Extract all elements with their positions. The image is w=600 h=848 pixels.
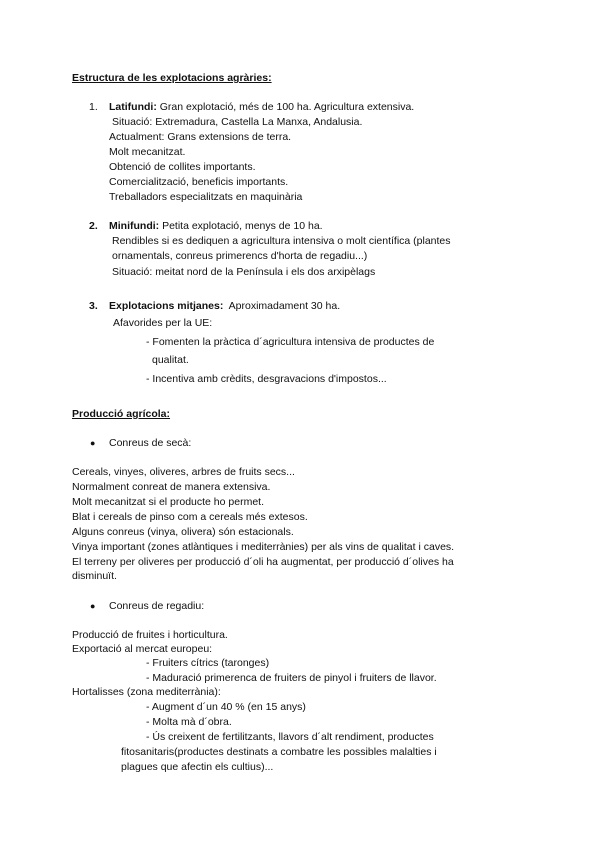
latifundi-detail: Molt mecanitzat. [109, 146, 186, 158]
bullet-icon: ● [90, 438, 96, 448]
secano-label: Conreus de secà: [109, 437, 192, 449]
secano-line: Alguns conreus (vinya, olivera) són estacionals. [72, 526, 294, 538]
secano-line: Molt mecanitzat si el producte ho permet. [72, 496, 265, 508]
mitjanes-detail: - Incentiva amb crèdits, desgravacions d'impostos... [146, 373, 387, 385]
latifundi-detail: Comercialització, beneficis importants. [109, 176, 289, 188]
regadiu-line: fitosanitaris(productes destinats a combatre les possibles malalties i [121, 746, 437, 758]
regadiu-line: - Molta mà d´obra. [146, 716, 232, 728]
bullet-icon: ● [90, 601, 96, 611]
secano-line: disminuït. [72, 570, 117, 582]
regadiu-line: Exportació al mercat europeu: [72, 643, 213, 655]
latifundi-detail: Actualment: Grans extensions de terra. [109, 131, 292, 143]
latifundi-title: Latifundi: [109, 101, 157, 113]
minifundi-detail: Situació: meitat nord de la Península i els dos arxipèlags [112, 266, 376, 278]
regadiu-line: plagues que afectin els cultius)... [121, 761, 274, 773]
latifundi-line [109, 101, 414, 114]
latifundi-detail: Treballadors especialitzats en maquinària [109, 191, 303, 203]
mitjanes-intro: Aproximadament 30 ha. [228, 300, 341, 312]
mitjanes-detail: qualitat. [152, 354, 189, 366]
secano-line: Cereals, vinyes, oliveres, arbres de fruits secs... [72, 466, 295, 478]
list-number-3: 3. [89, 300, 98, 312]
regadiu-line: Hortalisses (zona mediterrània): [72, 686, 221, 698]
minifundi-line [109, 220, 323, 233]
secano-line: Blat i cereals de pinso com a cereals més extesos. [72, 511, 308, 523]
secano-line: El terreny per oliveres per producció d´oli ha augmentat, per producció d´olives ha [72, 556, 454, 568]
secano-line: Vinya important (zones atlàntiques i mediterrànies) per als vins de qualitat i caves. [72, 541, 455, 553]
regadiu-line: - Maduració primerenca de fruiters de pinyol i fruiters de llavor. [146, 672, 437, 684]
minifundi-detail: Rendibles si es dediquen a agricultura intensiva o molt científica (plantes [112, 235, 451, 247]
regadiu-line: - Ús creixent de fertilitzants, llavors d´alt rendiment, productes [146, 731, 434, 743]
list-number-1: 1. [89, 101, 98, 113]
section-heading-production: Producció agrícola: [72, 408, 171, 420]
latifundi-intro: Gran explotació, més de 100 ha. Agricultura extensiva. [159, 101, 415, 113]
list-number-2: 2. [89, 220, 98, 232]
mitjanes-detail: - Fomenten la pràctica d´agricultura intensiva de productes de [146, 336, 435, 348]
section-heading-structure: Estructura de les explotacions agràries: [72, 72, 272, 84]
regadiu-line: Producció de fruites i horticultura. [72, 629, 228, 641]
regadiu-label: Conreus de regadiu: [109, 600, 205, 612]
mitjanes-detail: Afavorides per la UE: [113, 317, 213, 329]
mitjanes-line [109, 300, 340, 313]
mitjanes-title: Explotacions mitjanes: [109, 300, 224, 312]
minifundi-title: Minifundi: [109, 220, 160, 232]
secano-line: Normalment conreat de manera extensiva. [72, 481, 271, 493]
regadiu-line: - Fruiters cítrics (taronges) [146, 657, 270, 669]
minifundi-detail: ornamentals, conreus primerencs d'horta de regadiu...) [112, 250, 368, 262]
regadiu-line: - Augment d´un 40 % (en 15 anys) [146, 701, 306, 713]
latifundi-detail: Obtenció de collites importants. [109, 161, 256, 173]
minifundi-intro: Petita explotació, menys de 10 ha. [162, 220, 323, 232]
latifundi-detail: Situació: Extremadura, Castella La Manxa, Andalusia. [112, 116, 363, 128]
